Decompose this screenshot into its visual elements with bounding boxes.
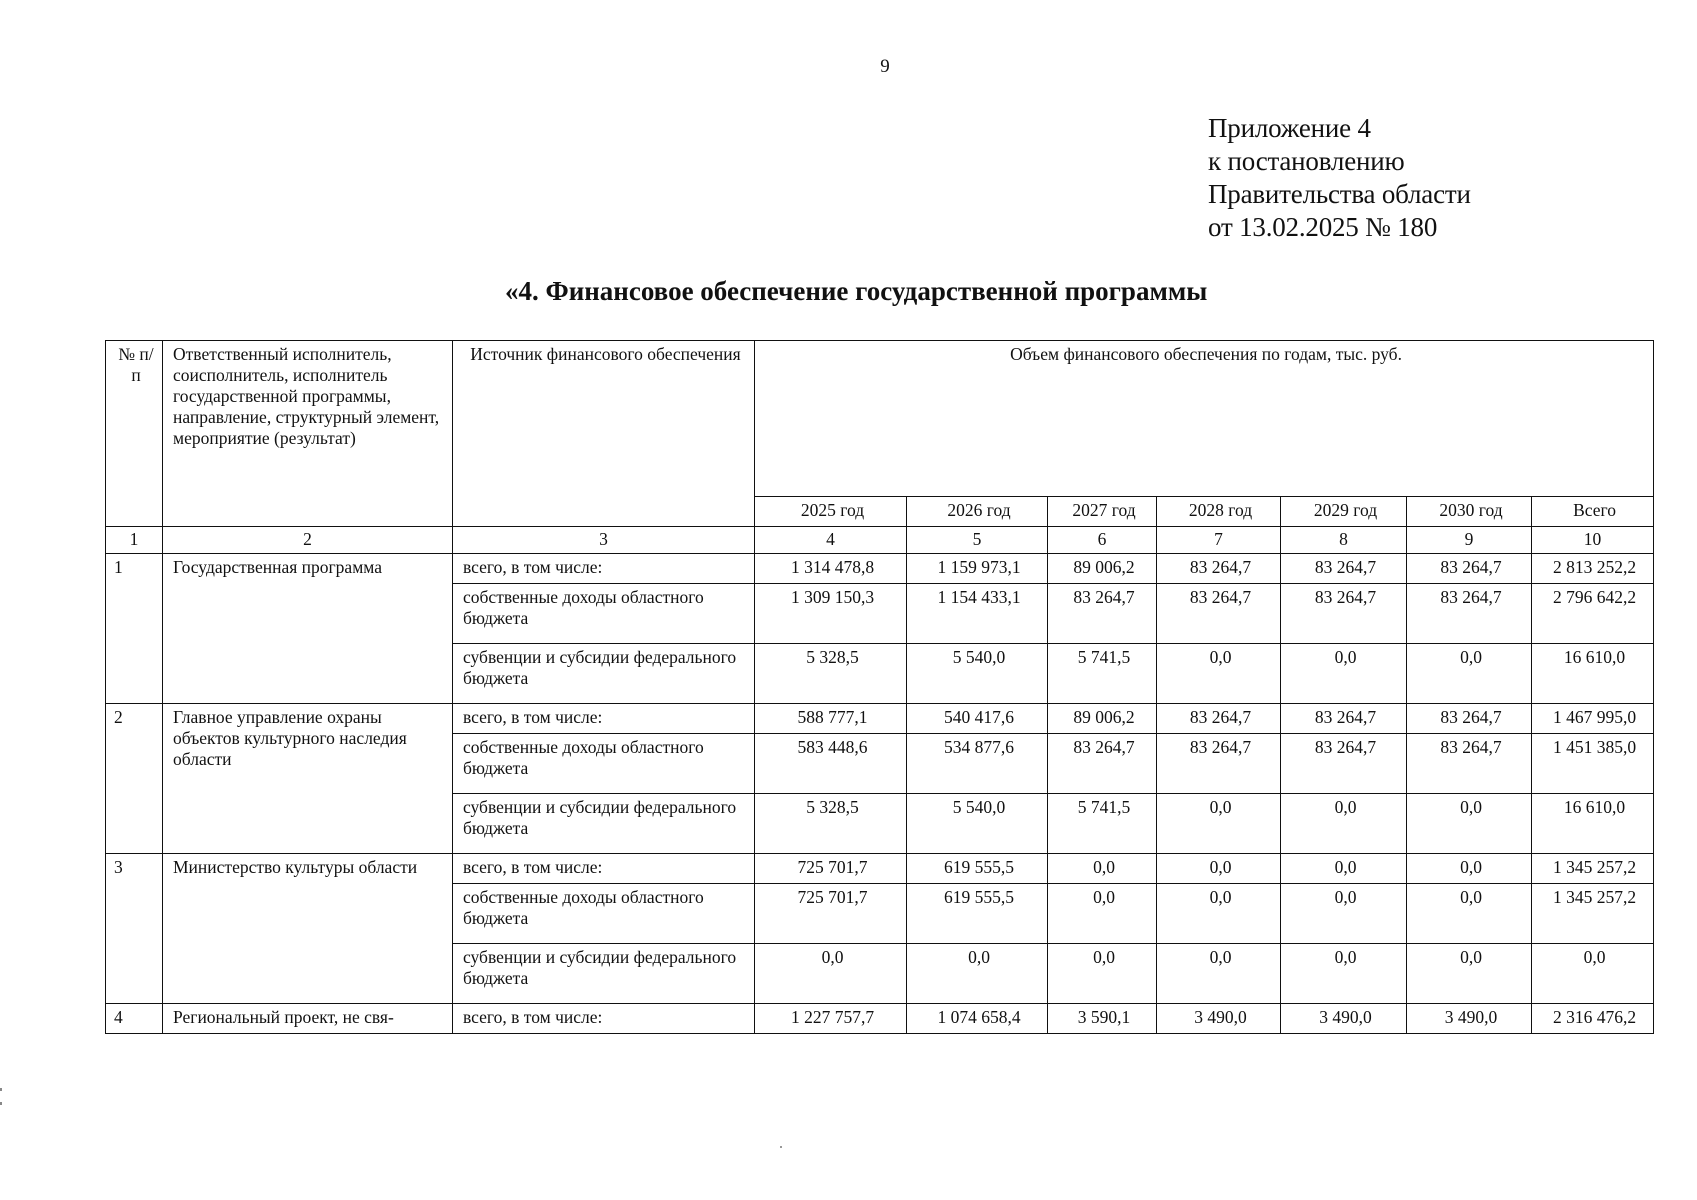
table-row bbox=[106, 854, 1654, 884]
cell-value: 540 417,6 bbox=[907, 704, 1048, 734]
header-volume: Объем финансового обеспечения по годам, тыс. руб. bbox=[755, 341, 1654, 497]
cell-total: 2 316 476,2 bbox=[1532, 1004, 1654, 1034]
cell-total: 16 610,0 bbox=[1532, 644, 1654, 704]
cell-value: 725 701,7 bbox=[755, 884, 907, 944]
cell-value: 0,0 bbox=[1281, 884, 1407, 944]
appendix-line: к постановлению bbox=[1208, 146, 1405, 176]
cell-value: 0,0 bbox=[1157, 644, 1281, 704]
cell-value: 83 264,7 bbox=[1281, 584, 1407, 644]
row-executor: Региональный проект, не свя- bbox=[163, 1004, 453, 1034]
cell-value: 83 264,7 bbox=[1157, 554, 1281, 584]
header-number: № п/п bbox=[106, 341, 163, 527]
cell-value: 0,0 bbox=[755, 944, 907, 1004]
cell-value: 0,0 bbox=[1281, 944, 1407, 1004]
cell-value: 0,0 bbox=[1048, 944, 1157, 1004]
column-number: 9 bbox=[1407, 527, 1532, 554]
appendix-line: от 13.02.2025 № 180 bbox=[1208, 212, 1438, 242]
cell-value: 0,0 bbox=[1407, 884, 1532, 944]
cell-value: 83 264,7 bbox=[1407, 734, 1532, 794]
cell-value: 83 264,7 bbox=[1157, 734, 1281, 794]
cell-total: 2 796 642,2 bbox=[1532, 584, 1654, 644]
cell-value: 1 309 150,3 bbox=[755, 584, 907, 644]
cell-value: 0,0 bbox=[1157, 944, 1281, 1004]
cell-value: 0,0 bbox=[1281, 854, 1407, 884]
cell-value: 1 314 478,8 bbox=[755, 554, 907, 584]
column-number: 7 bbox=[1157, 527, 1281, 554]
cell-value: 5 328,5 bbox=[755, 794, 907, 854]
row-source: субвенции и субсидии федерального бюджета bbox=[453, 644, 755, 704]
cell-value: 0,0 bbox=[1157, 884, 1281, 944]
cell-value: 5 328,5 bbox=[755, 644, 907, 704]
cell-value: 3 490,0 bbox=[1281, 1004, 1407, 1034]
cell-value: 0,0 bbox=[1048, 884, 1157, 944]
cell-value: 0,0 bbox=[1407, 854, 1532, 884]
cell-value: 5 741,5 bbox=[1048, 794, 1157, 854]
cell-value: 0,0 bbox=[1157, 794, 1281, 854]
cell-value: 725 701,7 bbox=[755, 854, 907, 884]
scan-artifact bbox=[0, 1102, 2, 1105]
scan-artifact bbox=[780, 1146, 782, 1148]
cell-value: 83 264,7 bbox=[1407, 554, 1532, 584]
section-title: «4. Финансовое обеспечение государственной программы bbox=[505, 276, 1208, 306]
cell-value: 5 741,5 bbox=[1048, 644, 1157, 704]
cell-value: 583 448,6 bbox=[755, 734, 907, 794]
row-number: 1 bbox=[106, 554, 163, 704]
cell-value: 3 590,1 bbox=[1048, 1004, 1157, 1034]
row-source: собственные доходы областного бюджета bbox=[453, 884, 755, 944]
cell-value: 0,0 bbox=[1407, 944, 1532, 1004]
cell-value: 0,0 bbox=[1281, 644, 1407, 704]
row-number: 3 bbox=[106, 854, 163, 1004]
cell-value: 588 777,1 bbox=[755, 704, 907, 734]
cell-value: 619 555,5 bbox=[907, 854, 1048, 884]
cell-value: 0,0 bbox=[1157, 854, 1281, 884]
cell-value: 83 264,7 bbox=[1281, 554, 1407, 584]
column-number: 5 bbox=[907, 527, 1048, 554]
row-source: всего, в том числе: bbox=[453, 704, 755, 734]
cell-value: 5 540,0 bbox=[907, 794, 1048, 854]
cell-value: 83 264,7 bbox=[1048, 584, 1157, 644]
row-source: собственные доходы областного бюджета bbox=[453, 584, 755, 644]
cell-value: 0,0 bbox=[1407, 644, 1532, 704]
cell-total: 1 467 995,0 bbox=[1532, 704, 1654, 734]
cell-total: 2 813 252,2 bbox=[1532, 554, 1654, 584]
column-number: 2 bbox=[163, 527, 453, 554]
cell-value: 1 074 658,4 bbox=[907, 1004, 1048, 1034]
cell-total: 1 345 257,2 bbox=[1532, 854, 1654, 884]
column-number: 4 bbox=[755, 527, 907, 554]
row-source: всего, в том числе: bbox=[453, 1004, 755, 1034]
row-executor: Государственная программа bbox=[163, 554, 453, 704]
column-number: 3 bbox=[453, 527, 755, 554]
row-source: всего, в том числе: bbox=[453, 854, 755, 884]
cell-value: 83 264,7 bbox=[1281, 704, 1407, 734]
header-year: 2026 год bbox=[907, 497, 1048, 527]
row-source: субвенции и субсидии федерального бюджета bbox=[453, 794, 755, 854]
row-source: всего, в том числе: bbox=[453, 554, 755, 584]
scan-artifact bbox=[0, 1088, 2, 1091]
cell-value: 619 555,5 bbox=[907, 884, 1048, 944]
appendix-line: Приложение 4 bbox=[1208, 113, 1371, 143]
row-executor: Министерство культуры области bbox=[163, 854, 453, 1004]
table-row bbox=[106, 1004, 1654, 1034]
cell-value: 5 540,0 bbox=[907, 644, 1048, 704]
row-executor: Главное управление охраны объектов культурного наследия области bbox=[163, 704, 453, 854]
cell-value: 0,0 bbox=[1407, 794, 1532, 854]
cell-total: 1 451 385,0 bbox=[1532, 734, 1654, 794]
column-number: 10 bbox=[1532, 527, 1654, 554]
cell-value: 89 006,2 bbox=[1048, 704, 1157, 734]
cell-value: 83 264,7 bbox=[1407, 704, 1532, 734]
column-number: 1 bbox=[106, 527, 163, 554]
table-row bbox=[106, 704, 1654, 734]
header-total: Всего bbox=[1532, 497, 1654, 527]
row-source: собственные доходы областного бюджета bbox=[453, 734, 755, 794]
cell-value: 0,0 bbox=[1048, 854, 1157, 884]
header-source: Источник финансового обеспечения bbox=[453, 341, 755, 527]
cell-value: 83 264,7 bbox=[1281, 734, 1407, 794]
cell-value: 83 264,7 bbox=[1157, 584, 1281, 644]
column-number: 8 bbox=[1281, 527, 1407, 554]
header-year: 2027 год bbox=[1048, 497, 1157, 527]
row-number: 4 bbox=[106, 1004, 163, 1034]
cell-value: 83 264,7 bbox=[1407, 584, 1532, 644]
cell-value: 0,0 bbox=[907, 944, 1048, 1004]
table-row bbox=[106, 554, 1654, 584]
cell-total: 0,0 bbox=[1532, 944, 1654, 1004]
cell-value: 534 877,6 bbox=[907, 734, 1048, 794]
page-number: 9 bbox=[880, 56, 890, 77]
cell-value: 3 490,0 bbox=[1407, 1004, 1532, 1034]
header-year: 2028 год bbox=[1157, 497, 1281, 527]
cell-value: 1 159 973,1 bbox=[907, 554, 1048, 584]
header-year: 2025 год bbox=[755, 497, 907, 527]
cell-value: 1 154 433,1 bbox=[907, 584, 1048, 644]
cell-value: 83 264,7 bbox=[1157, 704, 1281, 734]
cell-value: 0,0 bbox=[1281, 794, 1407, 854]
header-year: 2029 год bbox=[1281, 497, 1407, 527]
appendix-block bbox=[1208, 112, 1471, 244]
header-year: 2030 год bbox=[1407, 497, 1532, 527]
cell-value: 1 227 757,7 bbox=[755, 1004, 907, 1034]
cell-total: 1 345 257,2 bbox=[1532, 884, 1654, 944]
cell-value: 83 264,7 bbox=[1048, 734, 1157, 794]
row-number: 2 bbox=[106, 704, 163, 854]
cell-value: 3 490,0 bbox=[1157, 1004, 1281, 1034]
cell-value: 89 006,2 bbox=[1048, 554, 1157, 584]
column-number: 6 bbox=[1048, 527, 1157, 554]
cell-total: 16 610,0 bbox=[1532, 794, 1654, 854]
row-source: субвенции и субсидии федерального бюджета bbox=[453, 944, 755, 1004]
financing-table bbox=[105, 340, 1654, 1034]
header-executor: Ответственный исполнитель, соисполнитель, исполнитель государственной программы, направление, структурный элемент, мероприятие (результат) bbox=[163, 341, 453, 527]
appendix-line: Правительства области bbox=[1208, 179, 1471, 209]
